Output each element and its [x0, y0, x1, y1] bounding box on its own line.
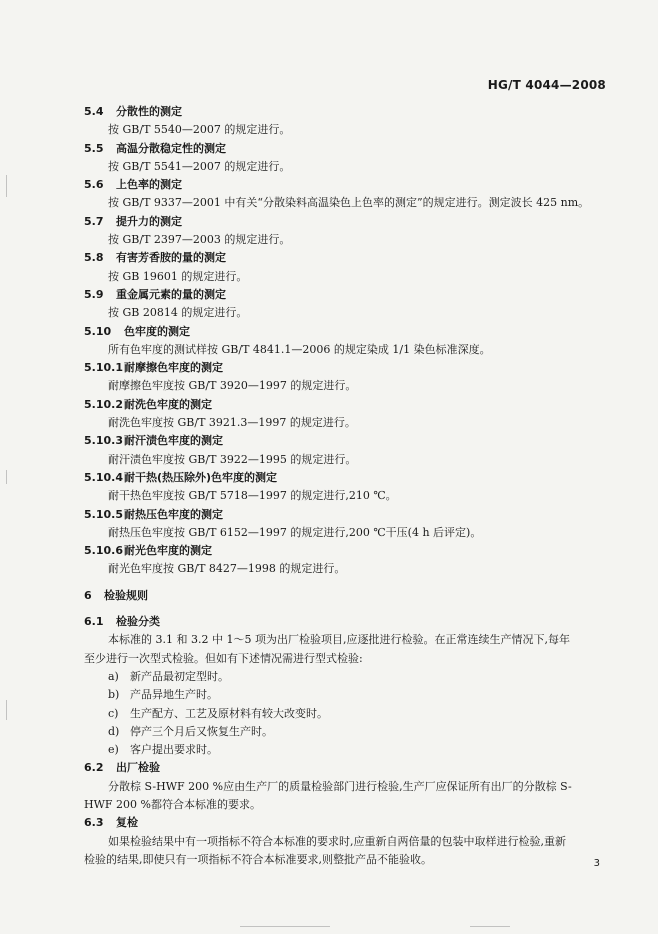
section-number: 5.10.4: [84, 470, 123, 484]
paragraph: 检验的结果,即使只有一项指标不符合本标准要求,则整批产品不能验收。: [84, 852, 432, 866]
section-number: 5.5: [84, 141, 104, 155]
list-text: 新产品最初定型时。: [130, 669, 229, 683]
paragraph: 耐热压色牢度按 GB/T 6152—1997 的规定进行,200 ℃干压(4 h 后评定)。: [108, 525, 482, 539]
heading-5-6: [0, 176, 658, 194]
standard-code: HG/T 4044—2008: [487, 78, 606, 92]
section-number: 5.10.6: [84, 544, 123, 558]
heading-5-10-2: [0, 396, 658, 414]
paragraph: 按 GB 19601 的规定进行。: [108, 269, 248, 283]
list-marker: e): [108, 743, 119, 757]
heading-5-8: [0, 249, 658, 267]
paragraph: 按 GB 20814 的规定进行。: [108, 306, 248, 320]
paragraph: HWF 200 %都符合本标准的要求。: [84, 797, 261, 811]
section-title: 色牢度的测定: [124, 324, 190, 338]
paragraph: 耐干热色牢度按 GB/T 5718—1997 的规定进行,210 ℃。: [108, 489, 397, 503]
section-number: 5.7: [84, 214, 104, 228]
heading-6-3: [0, 814, 658, 832]
spacer: [0, 579, 658, 587]
section-number: 6.1: [84, 615, 104, 629]
list-item: [0, 686, 658, 704]
section-title: 复检: [116, 816, 138, 830]
page-number: 3: [593, 858, 600, 869]
list-item: [0, 741, 658, 759]
heading-5-10-1: [0, 359, 658, 377]
section-title: 耐汗渍色牢度的测定: [124, 434, 223, 448]
section-number: 6.3: [84, 816, 104, 830]
content-body: [0, 103, 658, 869]
section-title: 出厂检验: [116, 761, 160, 775]
heading-6-2: [0, 759, 658, 777]
heading-6: [0, 587, 658, 605]
paragraph: 按 GB/T 5540—2007 的规定进行。: [108, 123, 291, 137]
paragraph: 按 GB/T 5541—2007 的规定进行。: [108, 159, 291, 173]
section-title: 耐洗色牢度的测定: [124, 397, 212, 411]
section-number: 5.10.1: [84, 361, 123, 375]
scan-mark: [6, 175, 7, 197]
heading-5-10-3: [0, 432, 658, 450]
list-marker: b): [108, 688, 120, 702]
heading-5-5: [0, 140, 658, 158]
paragraph: 本标准的 3.1 和 3.2 中 1～5 项为出厂检验项目,应逐批进行检验。在正常连续生产情况下,每年: [108, 633, 570, 647]
list-marker: c): [108, 706, 119, 720]
heading-5-7: [0, 213, 658, 231]
section-number: 5.10: [84, 324, 112, 338]
scan-mark: [240, 926, 330, 927]
paragraph: 所有色牢度的测试样按 GB/T 4841.1—2006 的规定染成 1/1 染色标准深度。: [108, 342, 491, 356]
paragraph: 耐光色牢度按 GB/T 8427—1998 的规定进行。: [108, 562, 346, 576]
section-title: 高温分散稳定性的测定: [116, 141, 226, 155]
paragraph: 按 GB/T 9337—2001 中有关“分散染料高温染色上色率的测定”的规定进行。测定波长 425 nm。: [108, 196, 590, 210]
heading-5-10-5: [0, 506, 658, 524]
list-text: 生产配方、工艺及原材料有较大改变时。: [130, 706, 328, 720]
paragraph: 耐汗渍色牢度按 GB/T 3922—1995 的规定进行。: [108, 452, 357, 466]
paragraph: 分散棕 S-HWF 200 %应由生产厂的质量检验部门进行检验,生产厂应保证所有出厂的分散棕 S-: [108, 779, 572, 793]
heading-5-4: [0, 103, 658, 121]
heading-5-10-6: [0, 542, 658, 560]
section-number: 5.4: [84, 105, 104, 118]
list-text: 客户提出要求时。: [130, 743, 218, 757]
section-title: 有害芳香胺的量的测定: [116, 251, 226, 265]
section-title: 重金属元素的量的测定: [116, 287, 226, 301]
section-title: 耐摩擦色牢度的测定: [124, 361, 223, 375]
paragraph: 耐洗色牢度按 GB/T 3921.3—1997 的规定进行。: [108, 416, 356, 430]
heading-5-9: [0, 286, 658, 304]
section-number: 5.8: [84, 251, 104, 265]
list-item: [0, 705, 658, 723]
section-title: 耐光色牢度的测定: [124, 544, 212, 558]
scan-mark: [470, 926, 510, 927]
list-item: [0, 668, 658, 686]
spacer: [0, 605, 658, 613]
heading-5-10-4: [0, 469, 658, 487]
list-marker: a): [108, 669, 119, 683]
paragraph: 按 GB/T 2397—2003 的规定进行。: [108, 233, 291, 247]
paragraph: 如果检验结果中有一项指标不符合本标准的要求时,应重新自两倍量的包装中取样进行检验,重新: [108, 834, 566, 848]
section-title: 分散性的测定: [116, 105, 182, 118]
heading-6-1: [0, 613, 658, 631]
list-item: [0, 723, 658, 741]
list-text: 产品异地生产时。: [130, 688, 218, 702]
section-title: 提升力的测定: [116, 214, 182, 228]
section-title: 检验分类: [116, 615, 160, 629]
section-number: 5.10.2: [84, 397, 123, 411]
section-title: 耐热压色牢度的测定: [124, 507, 223, 521]
section-title: 耐干热(热压除外)色牢度的测定: [124, 470, 278, 484]
heading-5-10: [0, 323, 658, 341]
section-title: 检验规则: [104, 588, 148, 602]
section-title: 上色率的测定: [116, 178, 182, 192]
section-number: 6.2: [84, 761, 104, 775]
section-number: 5.6: [84, 178, 104, 192]
list-text: 停产三个月后又恢复生产时。: [130, 724, 273, 738]
section-number: 6: [84, 588, 92, 602]
section-number: 5.10.5: [84, 507, 123, 521]
list-marker: d): [108, 724, 120, 738]
scan-mark: [6, 700, 7, 720]
scan-mark: [6, 470, 7, 484]
paragraph: 至少进行一次型式检验。但如有下述情况需进行型式检验:: [84, 651, 363, 665]
section-number: 5.10.3: [84, 434, 123, 448]
paragraph: 耐摩擦色牢度按 GB/T 3920—1997 的规定进行。: [108, 379, 357, 393]
section-number: 5.9: [84, 287, 104, 301]
